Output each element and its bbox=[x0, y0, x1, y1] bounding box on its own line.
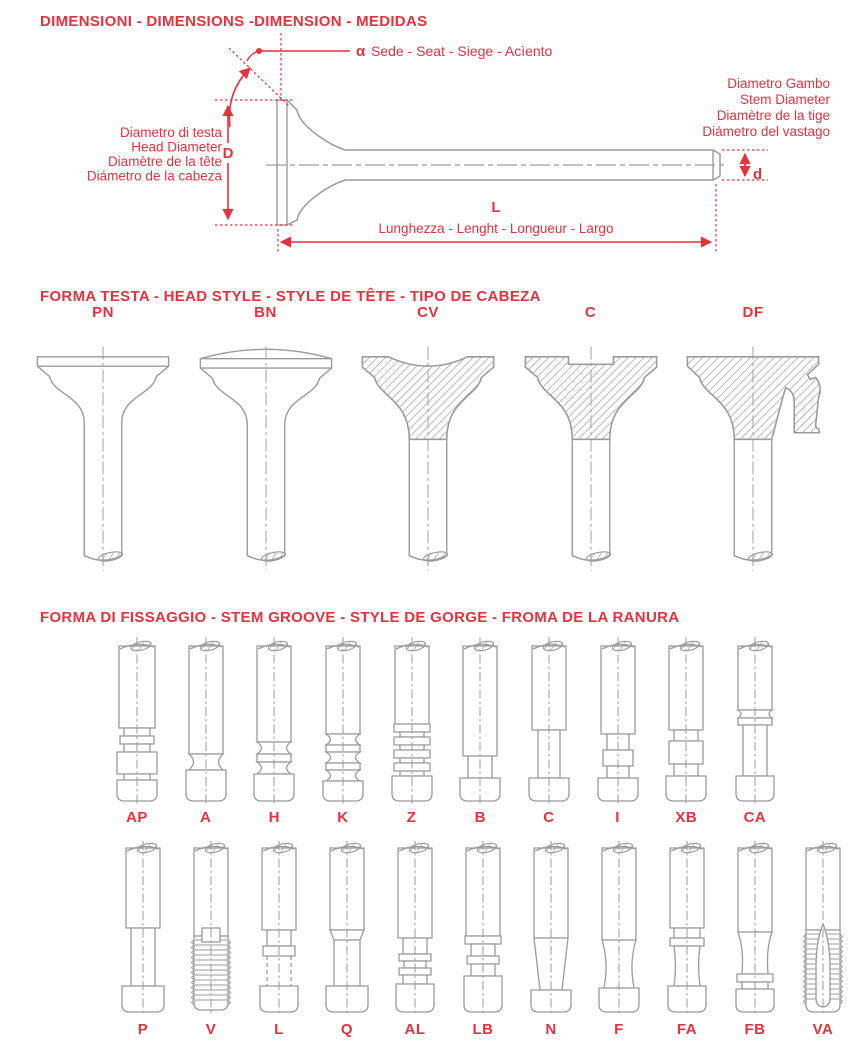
stem-groove-label: Z bbox=[406, 809, 417, 826]
stem-groove-item bbox=[526, 840, 576, 1038]
stem-groove-label: XB bbox=[675, 809, 698, 826]
head-style-item bbox=[516, 304, 666, 584]
stem-groove-label: A bbox=[199, 809, 212, 826]
stem-groove-figure bbox=[181, 636, 231, 806]
stem-diameter-label-line: Diamètre de la tige bbox=[716, 108, 830, 123]
stem-groove-label: AP bbox=[126, 809, 148, 826]
stem-groove-figure bbox=[524, 636, 574, 806]
stem-groove-figure bbox=[594, 840, 644, 1018]
stem-groove-label: FB bbox=[744, 1021, 766, 1038]
stem-groove-label: I bbox=[615, 809, 620, 826]
head-style-label: PN bbox=[92, 304, 114, 321]
stem-groove-figure bbox=[662, 840, 712, 1018]
stem-groove-figure bbox=[730, 840, 780, 1018]
head-style-label: DF bbox=[742, 304, 764, 321]
stem-groove-figure bbox=[730, 636, 780, 806]
stem-groove-item bbox=[594, 840, 644, 1038]
head-style-label: BN bbox=[254, 304, 277, 321]
stem-groove-item bbox=[458, 840, 508, 1038]
stem-groove-item bbox=[390, 840, 440, 1038]
stem-groove-item bbox=[118, 840, 168, 1038]
head-style-figure bbox=[678, 334, 828, 584]
stem-groove-figure bbox=[661, 636, 711, 806]
head-style-label: C bbox=[584, 304, 597, 321]
dim-D-label: D bbox=[222, 145, 234, 162]
stem-groove-figure bbox=[458, 840, 508, 1018]
stem-groove-label: VA bbox=[812, 1021, 834, 1038]
head-style-item bbox=[353, 304, 503, 584]
stem-groove-figure bbox=[118, 840, 168, 1018]
stem-groove-item bbox=[798, 840, 848, 1038]
stem-groove-label: H bbox=[268, 809, 280, 826]
stem-groove-label: Q bbox=[340, 1021, 354, 1038]
stem-groove-label: FA bbox=[676, 1021, 698, 1038]
stem-groove-figure bbox=[390, 840, 440, 1018]
stem-groove-figure bbox=[318, 636, 368, 806]
length-label: Lunghezza - Lenght - Longueur - Largo bbox=[378, 221, 614, 236]
stem-groove-item bbox=[662, 840, 712, 1038]
stem-groove-figure bbox=[112, 636, 162, 806]
stem-groove-figure bbox=[455, 636, 505, 806]
valve-dimension-diagram bbox=[0, 30, 860, 280]
stem-groove-item bbox=[524, 636, 574, 826]
stem-groove-row-2 bbox=[118, 840, 848, 1038]
dim-d-label: d bbox=[753, 166, 763, 183]
stem-groove-label: N bbox=[545, 1021, 557, 1038]
stem-groove-item bbox=[112, 636, 162, 826]
head-diameter-label-line: Diamètre de la tête bbox=[107, 154, 222, 169]
head-style-row bbox=[28, 304, 828, 584]
stem-groove-label: CA bbox=[743, 809, 767, 826]
stem-groove-figure bbox=[798, 840, 848, 1018]
stem-groove-label: L bbox=[274, 1021, 284, 1038]
stem-groove-figure bbox=[387, 636, 437, 806]
stem-groove-label: AL bbox=[404, 1021, 426, 1038]
stem-groove-section-title: FORMA DI FISSAGGIO - STEM GROOVE - STYLE DE GORGE - FROMA DE LA RANURA bbox=[40, 609, 680, 626]
stem-groove-item bbox=[249, 636, 299, 826]
alpha-symbol: α bbox=[356, 43, 366, 60]
stem-groove-label: B bbox=[474, 809, 486, 826]
head-diameter-label-line: Head Diameter bbox=[131, 139, 222, 155]
stem-diameter-label-line: Stem Diameter bbox=[739, 92, 830, 107]
stem-groove-item bbox=[661, 636, 711, 826]
stem-groove-item bbox=[730, 636, 780, 826]
head-style-item bbox=[191, 304, 341, 584]
head-diameter-label-line: Diametro di testa bbox=[119, 125, 222, 140]
stem-diameter-label-line: Diametro Gambo bbox=[727, 76, 830, 91]
stem-groove-figure bbox=[526, 840, 576, 1018]
stem-groove-label: C bbox=[543, 809, 555, 826]
seat-label: Sede - Seat - Siege - Acìento bbox=[371, 43, 553, 59]
stem-groove-figure bbox=[249, 636, 299, 806]
stem-diameter-label-line: Diámetro del vastago bbox=[702, 124, 830, 139]
head-style-label: CV bbox=[417, 304, 439, 321]
stem-groove-row-1 bbox=[112, 636, 780, 826]
dimensions-section-title: DIMENSIONI - DIMENSIONS -DIMENSION - MEDIDAS bbox=[40, 13, 428, 30]
stem-groove-item bbox=[322, 840, 372, 1038]
head-style-figure bbox=[353, 334, 503, 584]
stem-groove-label: F bbox=[614, 1021, 624, 1038]
stem-groove-item bbox=[186, 840, 236, 1038]
stem-groove-item bbox=[455, 636, 505, 826]
head-style-section-title: FORMA TESTA - HEAD STYLE - STYLE DE TÊTE - TIPO DE CABEZA bbox=[40, 288, 541, 305]
stem-groove-figure bbox=[593, 636, 643, 806]
stem-groove-item bbox=[730, 840, 780, 1038]
stem-groove-figure bbox=[254, 840, 304, 1018]
head-diameter-label-line: Diámetro de la cabeza bbox=[86, 168, 222, 184]
stem-groove-figure bbox=[322, 840, 372, 1018]
dim-L-label: L bbox=[491, 199, 501, 216]
stem-groove-item bbox=[254, 840, 304, 1038]
stem-groove-item bbox=[181, 636, 231, 826]
head-style-item bbox=[28, 304, 178, 584]
stem-groove-figure bbox=[186, 840, 236, 1018]
stem-groove-item bbox=[593, 636, 643, 826]
stem-groove-label: LB bbox=[472, 1021, 494, 1038]
stem-groove-item bbox=[387, 636, 437, 826]
stem-groove-item bbox=[318, 636, 368, 826]
head-style-figure bbox=[28, 334, 178, 584]
head-style-figure bbox=[191, 334, 341, 584]
head-style-figure bbox=[516, 334, 666, 584]
head-style-item bbox=[678, 304, 828, 584]
stem-groove-label: V bbox=[205, 1021, 217, 1038]
stem-groove-label: P bbox=[137, 1021, 149, 1038]
stem-groove-label: K bbox=[337, 809, 349, 826]
